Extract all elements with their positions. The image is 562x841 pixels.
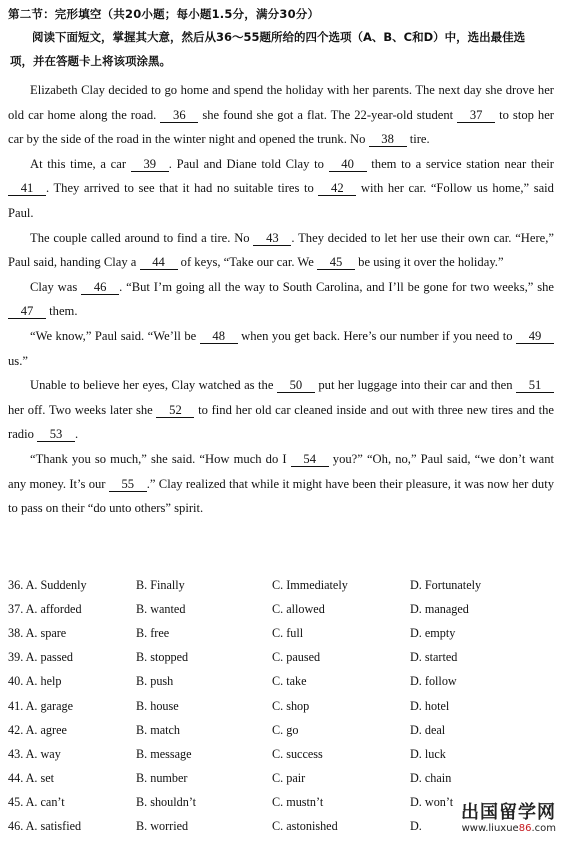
passage-text: .: [75, 427, 79, 442]
option-row: [8, 718, 558, 742]
passage-text: “We know,” Paul said. “We’ll be: [30, 328, 200, 343]
option-d: D.: [410, 819, 422, 834]
answer-blank: 38: [369, 132, 407, 147]
passage-text: . Paul and Diane told Clay to: [168, 156, 329, 171]
option-d: D. luck: [410, 746, 446, 761]
answer-blank: 39: [131, 157, 169, 172]
passage-text: her off. Two weeks later she: [8, 402, 157, 417]
option-b: B. stopped: [136, 650, 189, 665]
answer-blank: 47: [8, 304, 46, 319]
option-c: C. pair: [272, 771, 306, 786]
watermark-name: 出国留学网: [461, 802, 556, 823]
option-d: D. follow: [410, 674, 457, 689]
option-c: C. astonished: [272, 819, 338, 834]
answer-blank: 49: [516, 329, 554, 344]
answer-blank: 42: [318, 181, 356, 196]
answer-blank: 40: [329, 157, 367, 172]
option-row: [8, 573, 558, 597]
passage-text: . They arrived to see that it had no suitable tires to: [46, 181, 319, 196]
watermark-url-prefix: www.liuxue: [461, 823, 519, 834]
option-b: B. shouldn’t: [136, 795, 197, 810]
passage-text: them.: [46, 304, 78, 319]
watermark-url-number: 86: [518, 823, 532, 834]
option-a: 43. A. way: [8, 746, 61, 761]
answer-blank: 55: [109, 477, 147, 492]
option-a: 44. A. set: [8, 771, 55, 786]
option-d: D. won’t: [410, 795, 454, 810]
answer-blank: 50: [277, 378, 315, 393]
answer-blank: 36: [160, 108, 198, 123]
option-row: [8, 742, 558, 766]
answer-blank: 54: [291, 452, 329, 467]
option-row: [8, 670, 558, 694]
passage-text: . They decided to let her use their own car. “Here,” Paul said, handing Clay a: [8, 230, 554, 270]
option-a: 38. A. spare: [8, 625, 67, 640]
option-c: C. shop: [272, 698, 310, 713]
watermark-url: [434, 823, 556, 835]
passage-paragraph: [8, 324, 554, 373]
option-b: B. free: [136, 625, 170, 640]
option-c: C. allowed: [272, 601, 325, 616]
option-d: D. empty: [410, 625, 456, 640]
option-c: C. Immediately: [272, 577, 348, 592]
passage-paragraph: [8, 78, 554, 152]
site-watermark: [434, 803, 556, 837]
option-b: B. number: [136, 771, 188, 786]
instructions: 阅读下面短文，掌握其大意，然后从36～55题所给的四个选项（A、B、C和D）中，选出最佳选项，并在答题卡上将该项涂黑。: [10, 30, 526, 68]
passage-paragraph: [8, 447, 554, 521]
answer-blank: 45: [317, 255, 355, 270]
option-row: [8, 621, 558, 645]
option-b: B. worried: [136, 819, 189, 834]
passage-text: The couple called around to find a tire. No: [30, 230, 254, 245]
option-b: B. house: [136, 698, 179, 713]
passage-text: Unable to believe her eyes, Clay watched as the: [30, 378, 277, 393]
option-d: D. managed: [410, 601, 469, 616]
answer-blank: 37: [457, 108, 495, 123]
passage-text: tire.: [406, 132, 430, 147]
option-d: D. chain: [410, 771, 452, 786]
answer-blank: 52: [156, 403, 194, 418]
option-b: B. message: [136, 746, 192, 761]
answer-blank: 44: [140, 255, 178, 270]
passage-paragraph: [8, 226, 554, 275]
option-c: C. go: [272, 722, 299, 737]
option-a: 45. A. can’t: [8, 795, 65, 810]
passage-text: with her car. “Follow us home,” said Paul.: [8, 181, 554, 220]
option-row: [8, 597, 558, 621]
passage-text: of keys, “Take our car. We: [177, 255, 318, 270]
passage-text: . “But I’m going all the way to South Carolina, and I’ll be gone for two weeks,” she: [119, 279, 554, 294]
passage-paragraph: [8, 373, 554, 447]
option-a: 37. A. afforded: [8, 601, 82, 616]
passage-text: put her luggage into their car and then: [314, 378, 516, 393]
option-a: 41. A. garage: [8, 698, 73, 713]
passage-text: to find her old car cleaned inside and out with three new tires and the radio: [8, 402, 554, 442]
option-a: 46. A. satisfied: [8, 819, 82, 834]
option-c: C. success: [272, 746, 323, 761]
passage-text: us.”: [8, 353, 28, 368]
section-title: 第二节：完形填空（共20小题；每小题1.5分，满分30分）: [8, 7, 320, 21]
option-d: D. deal: [410, 722, 446, 737]
option-row: [8, 694, 558, 718]
passage-text: you?” “Oh, no,” Paul said, “we don’t want any money. It’s our: [8, 451, 554, 491]
passage-text: be using it over the holiday.”: [355, 255, 504, 270]
answer-options: [8, 573, 558, 839]
option-row: [8, 767, 558, 791]
option-b: B. wanted: [136, 601, 186, 616]
passage-text: she found she got a flat. The 22-year-old student: [198, 107, 458, 122]
passage-text: them to a service station near their: [366, 156, 554, 171]
option-d: D. started: [410, 650, 458, 665]
passage-text: when you get back. Here’s our number if you need to: [237, 328, 516, 343]
passage-text: .” Clay realized that while it might have been their pleasure, it was now her duty to pass on their “do unto others” spirit.: [8, 476, 554, 516]
passage-paragraph: [8, 275, 554, 324]
option-b: B. match: [136, 722, 181, 737]
option-c: C. take: [272, 674, 307, 689]
cloze-passage: [8, 78, 554, 521]
passage-text: to stop her car by the side of the road in the winter night and opened the trunk. No: [8, 107, 554, 147]
answer-blank: 43: [253, 231, 291, 246]
passage-text: Clay was: [30, 279, 82, 294]
passage-text: “Thank you so much,” she said. “How much do I: [30, 451, 291, 466]
answer-blank: 41: [8, 181, 46, 196]
answer-blank: 48: [200, 329, 238, 344]
option-a: 36. A. Suddenly: [8, 577, 87, 592]
option-d: D. hotel: [410, 698, 450, 713]
passage-text: Elizabeth Clay decided to go home and spend the holiday with her parents. The next day she drove her old car home along the road.: [8, 83, 554, 122]
answer-blank: 53: [37, 427, 75, 442]
option-b: B. Finally: [136, 577, 185, 592]
option-c: C. full: [272, 625, 304, 640]
passage-text: At this time, a car: [30, 156, 131, 171]
answer-blank: 46: [81, 280, 119, 295]
watermark-url-suffix: .com: [531, 823, 556, 834]
option-row: [8, 646, 558, 670]
option-c: C. mustn’t: [272, 795, 324, 810]
answer-blank: 51: [516, 378, 554, 393]
option-d: D. Fortunately: [410, 577, 482, 592]
option-a: 40. A. help: [8, 674, 62, 689]
option-c: C. paused: [272, 650, 321, 665]
passage-paragraph: [8, 152, 554, 226]
option-b: B. push: [136, 674, 174, 689]
option-a: 42. A. agree: [8, 722, 67, 737]
option-a: 39. A. passed: [8, 650, 73, 665]
